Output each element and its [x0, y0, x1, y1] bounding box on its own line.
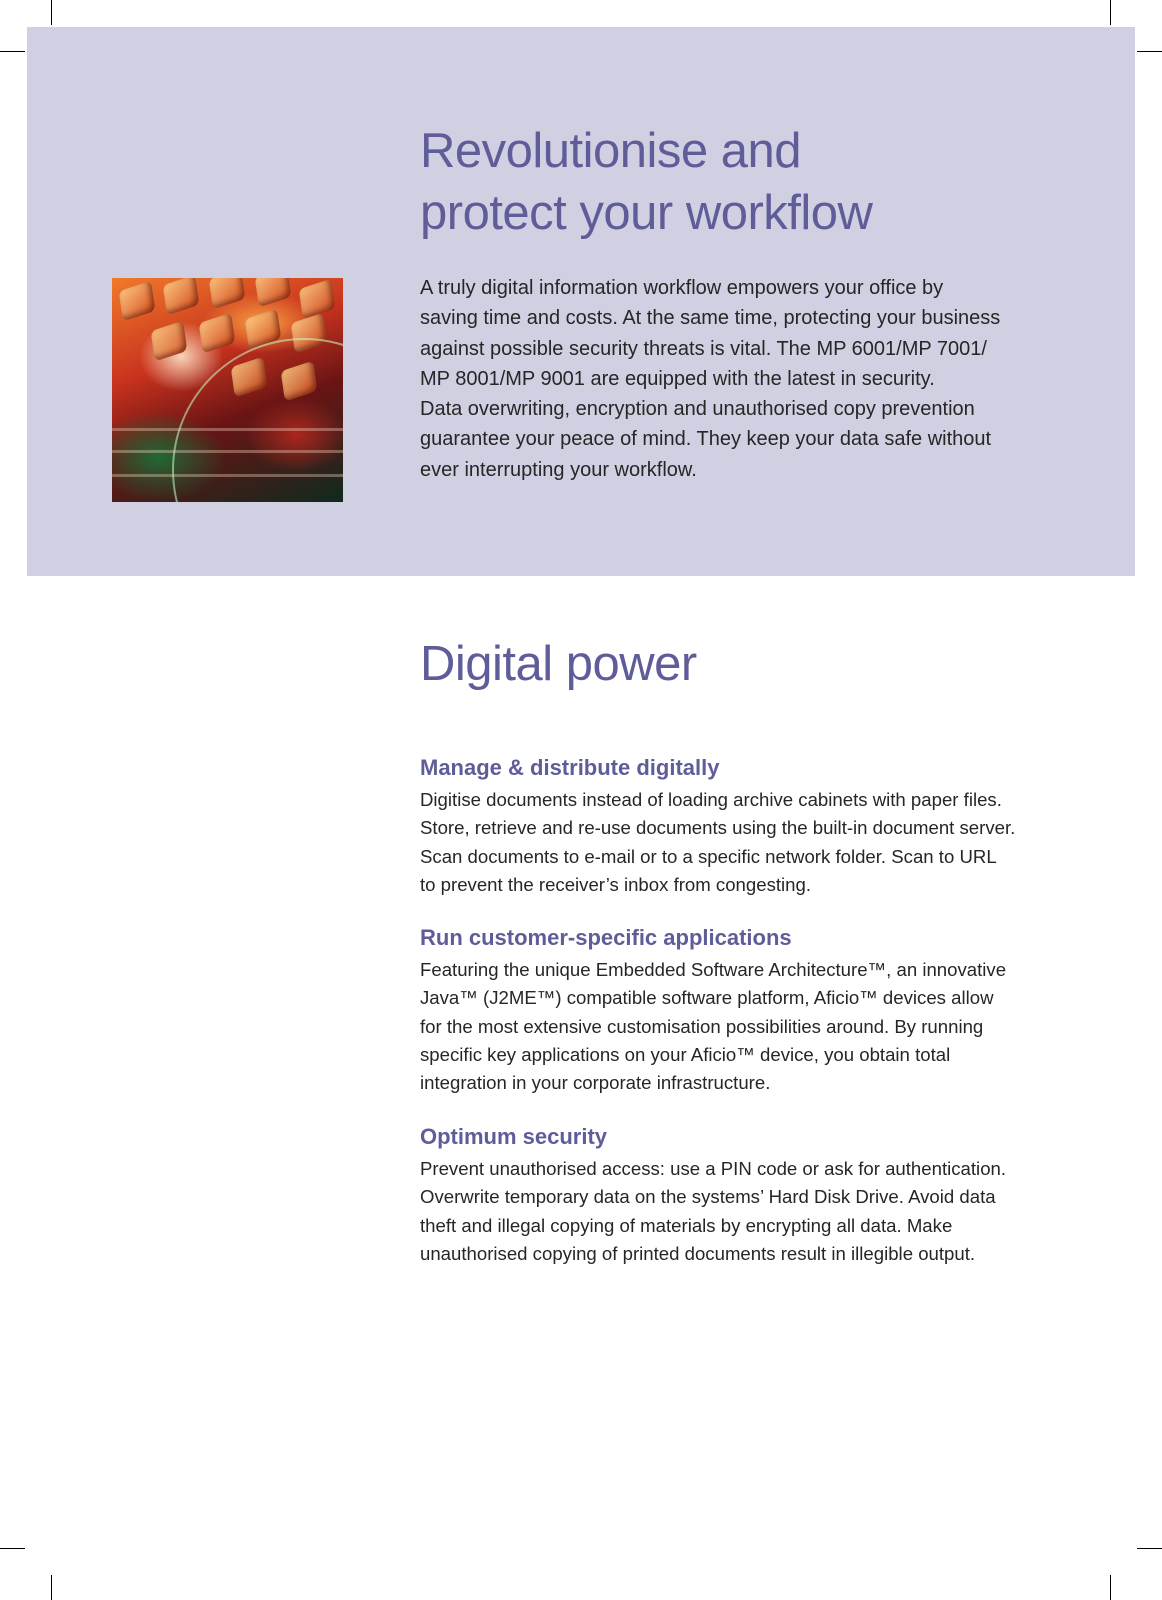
photo-streak	[112, 474, 343, 477]
crop-mark-top-right-vertical	[1110, 0, 1111, 25]
hero-paragraph-line: ever interrupting your workflow.	[420, 458, 697, 481]
photo-key-shape	[199, 313, 236, 354]
digital-power-title: Digital power	[420, 637, 697, 691]
hero-paragraph-line: against possible security threats is vital. The MP 6001/MP 7001/	[420, 337, 987, 360]
feature-paragraph	[420, 1155, 1040, 1268]
feature-line: Overwrite temporary data on the systems’ Hard Disk Drive. Avoid data	[420, 1186, 996, 1208]
hero-paragraph-line: A truly digital information workflow empowers your office by	[420, 277, 944, 299]
feature-line: for the most extensive customisation possibilities around. By running	[420, 1015, 984, 1037]
crop-mark-bottom-right-vertical	[1110, 1575, 1111, 1600]
hero-paragraph-line: MP 8001/MP 9001 are equipped with the latest in security.	[420, 367, 935, 390]
photo-key-shape	[209, 278, 246, 309]
feature-line: unauthorised copying of printed documents result in illegible output.	[420, 1242, 976, 1264]
keyboard-photo-icon	[112, 278, 343, 502]
crop-mark-bottom-right-horizontal	[1137, 1548, 1162, 1549]
feature-paragraph	[420, 956, 1040, 1097]
feature-line: Digitise documents instead of loading archive cabinets with paper files.	[420, 789, 1002, 810]
feature-line: theft and illegal copying of materials by encrypting all data. Make	[420, 1214, 953, 1236]
feature-line: integration in your corporate infrastructure.	[420, 1072, 771, 1094]
crop-mark-top-left-horizontal	[0, 51, 25, 52]
hero-paragraph-line: saving time and costs. At the same time, protecting your business	[420, 307, 1001, 330]
feature-line: to prevent the receiver’s inbox from congesting.	[420, 873, 812, 895]
hero-paragraph	[420, 273, 1020, 485]
feature-manage-distribute	[420, 753, 1040, 899]
crop-mark-top-left-vertical	[51, 0, 52, 25]
photo-key-shape	[151, 321, 188, 362]
photo-streak	[112, 428, 343, 431]
hero-title-line: protect your workflow	[420, 186, 873, 240]
photo-streak	[112, 450, 343, 453]
feature-paragraph	[420, 786, 1040, 899]
feature-heading: Run customer-specific applications	[420, 925, 792, 950]
feature-heading: Manage & distribute digitally	[420, 755, 720, 780]
feature-line: Prevent unauthorised access: use a PIN code or ask for authentication.	[420, 1158, 1007, 1179]
feature-line: Store, retrieve and re-use documents using the built-in document server.	[420, 817, 1016, 839]
hero-title	[420, 120, 1060, 244]
crop-mark-bottom-left-horizontal	[0, 1548, 25, 1549]
feature-line: specific key applications on your Aficio™ device, you obtain total	[420, 1043, 951, 1065]
feature-customer-applications	[420, 923, 1040, 1097]
photo-key-shape	[119, 281, 156, 322]
crop-mark-top-right-horizontal	[1137, 51, 1162, 52]
photo-light-arc	[172, 338, 343, 502]
photo-key-shape	[255, 278, 292, 307]
photo-key-shape	[299, 279, 336, 320]
feature-line: Java™ (J2ME™) compatible software platform, Aficio™ devices allow	[420, 987, 994, 1009]
feature-line: Featuring the unique Embedded Software Architecture™, an innovative	[420, 959, 1007, 980]
feature-line: Scan documents to e-mail or to a specific network folder. Scan to URL	[420, 845, 997, 867]
hero-title-line: Revolutionise and	[420, 124, 802, 178]
feature-heading: Optimum security	[420, 1124, 608, 1149]
hero-paragraph-line: guarantee your peace of mind. They keep your data safe without	[420, 428, 992, 451]
feature-optimum-security	[420, 1122, 1040, 1268]
photo-key-shape	[163, 278, 200, 315]
crop-mark-bottom-left-vertical	[51, 1575, 52, 1600]
hero-paragraph-line: Data overwriting, encryption and unauthorised copy prevention	[420, 398, 975, 421]
